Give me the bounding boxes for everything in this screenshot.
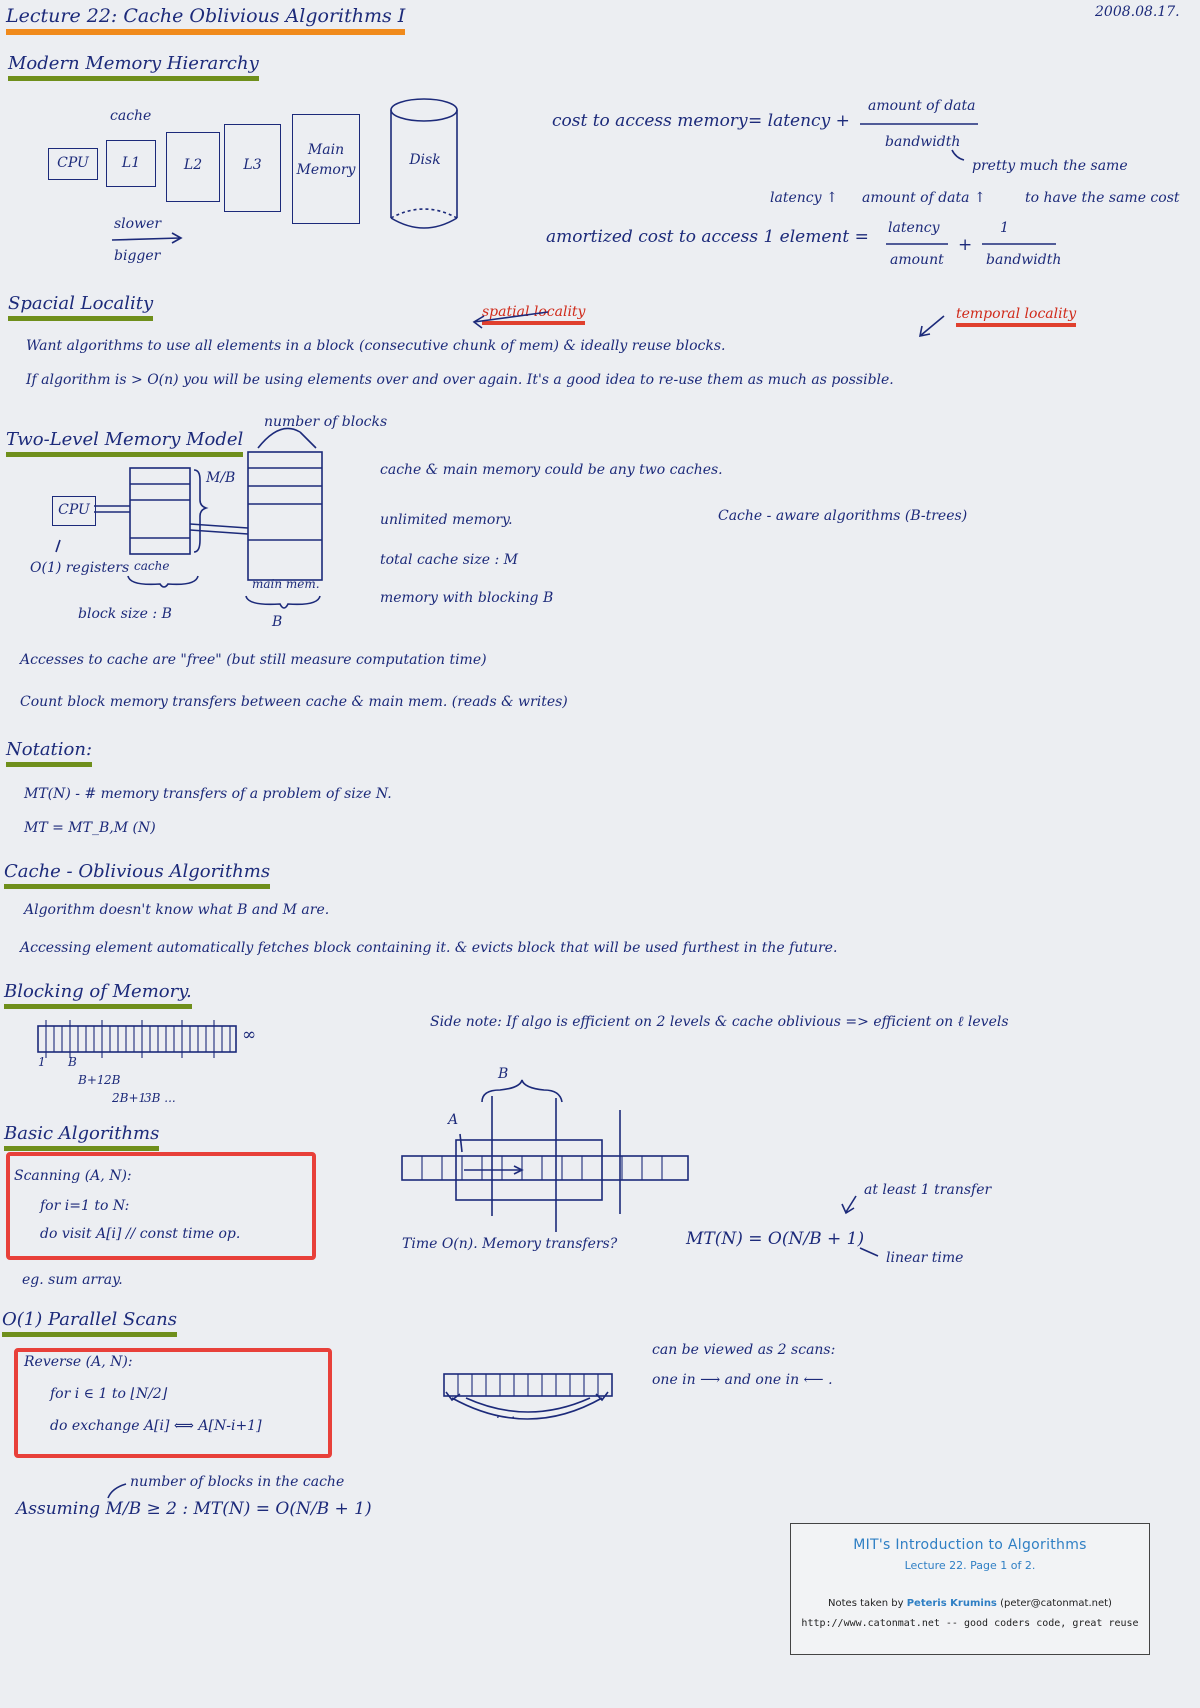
access-line1: Accesses to cache are "free" (but still measure computation time) (20, 652, 487, 668)
viewed-line2: one in ⟶ and one in ⟵ . (652, 1372, 833, 1388)
cache-blocks-note: number of blocks in the cache (130, 1474, 345, 1490)
rev-line1: for i ∈ 1 to ⌊N/2⌋ (50, 1386, 168, 1402)
disk-label: Disk (409, 152, 441, 168)
scan-line1: for i=1 to N: (40, 1198, 130, 1214)
cost-eq: = latency + (748, 111, 850, 131)
tick-2b: 2B (104, 1073, 121, 1087)
l2-label: L2 (183, 157, 203, 173)
heading-blocking: Blocking of Memory. (4, 982, 192, 1009)
oblivious-line1: Algorithm doesn't know what B and M are. (24, 902, 330, 918)
cpu-label-2: CPU (58, 502, 90, 518)
frac2-num: 1 (1000, 220, 1009, 236)
viewed-line1: can be viewed as 2 scans: (652, 1342, 836, 1358)
tick-b: B (68, 1055, 77, 1069)
credit-box (790, 1523, 1150, 1655)
spatial-line2: If algorithm is > O(n) you will be using elements over and over again. It's a good idea to re-use them as much as possible. (26, 372, 894, 388)
cost-denominator: bandwidth (885, 134, 961, 150)
lecture-title: Lecture 22: Cache Oblivious Algorithms I (6, 6, 405, 35)
cost-note: pretty much the same (972, 158, 1128, 174)
cost-numerator: amount of data (868, 98, 976, 114)
same-cost: to have the same cost (1025, 190, 1180, 206)
frac2-den: bandwidth (986, 252, 1062, 268)
tag-spatial-locality: spatial locality (482, 304, 585, 325)
tick-1: 1 (38, 1055, 46, 1069)
credit-subtitle: Lecture 22. Page 1 of 2. (904, 1559, 1036, 1572)
heading-parallel: O(1) Parallel Scans (2, 1310, 177, 1337)
frac1-den: amount (890, 252, 944, 268)
cache-aware: Cache - aware algorithms (B-trees) (718, 508, 968, 524)
heading-basic: Basic Algorithms (4, 1124, 159, 1151)
diagram-b-label: B (498, 1066, 509, 1082)
latency-up: latency ↑ (770, 190, 838, 206)
main-memory-label: Main Memory (296, 142, 356, 178)
main-mem-label: main mem. (252, 577, 320, 591)
notation-line2: MT = MT_B,M (N) (24, 820, 156, 836)
twolevel-line3: total cache size : M (380, 552, 519, 568)
tag-temporal-locality: temporal locality (956, 306, 1076, 327)
side-note: Side note: If algo is efficient on 2 levels & cache oblivious => efficient on ℓ levels (430, 1014, 1009, 1030)
cpu-label: CPU (57, 155, 89, 171)
heading-memory-hierarchy: Modern Memory Hierarchy (8, 54, 259, 81)
infinity: ∞ (242, 1025, 257, 1045)
access-line2: Count block memory transfers between cache & main mem. (reads & writes) (20, 694, 568, 710)
twolevel-line2: unlimited memory. (380, 512, 513, 528)
blocks-label: number of blocks (264, 414, 388, 430)
sum-array: eg. sum array. (22, 1272, 123, 1288)
rev-line2: do exchange A[i] ⟺ A[N-i+1] (50, 1418, 262, 1434)
time-label: Time O(n). Memory transfers? (402, 1236, 618, 1252)
credit-url[interactable]: http://www.catonmat.net -- good coders code, great reuse (801, 1618, 1139, 1629)
mt-formula: MT(N) = O(N/B + 1) (686, 1229, 865, 1249)
credit-author: Peteris Krumins (906, 1598, 997, 1609)
heading-spatial-locality: Spacial Locality (8, 294, 153, 321)
date: 2008.08.17. (1095, 4, 1180, 20)
scan-title: Scanning (A, N): (14, 1168, 132, 1184)
reverse-dots: . . . (496, 1407, 516, 1421)
diagram-a-label: A (448, 1112, 459, 1128)
spatial-line1: Want algorithms to use all elements in a block (consecutive chunk of mem) & ideally reuse blocks. (26, 338, 726, 354)
l1-label: L1 (121, 155, 141, 171)
cost-lhs: cost to access memory (552, 111, 748, 131)
oblivious-line2: Accessing element automatically fetches block containing it. & evicts block that will be used furthest in the future. (20, 940, 838, 956)
frac1-num: latency (888, 220, 940, 236)
tick-b1: B+1 (78, 1073, 105, 1087)
cache-label: cache (110, 108, 152, 124)
l3-label: L3 (243, 157, 262, 173)
heading-two-level: Two-Level Memory Model (6, 430, 243, 457)
credit-notes (791, 1598, 1149, 1609)
amortized-lhs: amortized cost to access 1 element = (546, 227, 869, 247)
cache-box-label: cache (134, 559, 170, 573)
bigger-label: bigger (114, 248, 161, 264)
tick-2b1: 2B+1 (112, 1091, 147, 1105)
plus-sign: + (958, 235, 973, 255)
registers-label: O(1) registers (30, 560, 130, 576)
linear-label: linear time (886, 1250, 964, 1266)
notation-line1: MT(N) - # memory transfers of a problem of size N. (24, 786, 392, 802)
twolevel-line4: memory with blocking B (380, 590, 554, 606)
b-label: B (272, 614, 283, 630)
assuming-line: Assuming M/B ≥ 2 : MT(N) = O(N/B + 1) (16, 1499, 372, 1519)
credit-email: (peter@catonmat.net) (1000, 1598, 1112, 1609)
heading-notation: Notation: (6, 740, 92, 767)
credit-notes-prefix: Notes taken by (828, 1598, 904, 1609)
rev-title: Reverse (A, N): (24, 1354, 133, 1370)
tick-3b: 3B ... (144, 1091, 176, 1105)
heading-cache-oblivious: Cache - Oblivious Algorithms (4, 862, 270, 889)
slower-label: slower (114, 216, 162, 232)
scan-line2: do visit A[i] // const time op. (40, 1226, 241, 1242)
credit-title: MIT's Introduction to Algorithms (853, 1537, 1087, 1553)
m-over-b: M/B (206, 470, 236, 486)
block-size-label: block size : B (78, 606, 172, 622)
twolevel-line1: cache & main memory could be any two caches. (380, 462, 723, 478)
at-least-label: at least 1 transfer (864, 1182, 992, 1198)
amount-up: amount of data ↑ (862, 190, 986, 206)
